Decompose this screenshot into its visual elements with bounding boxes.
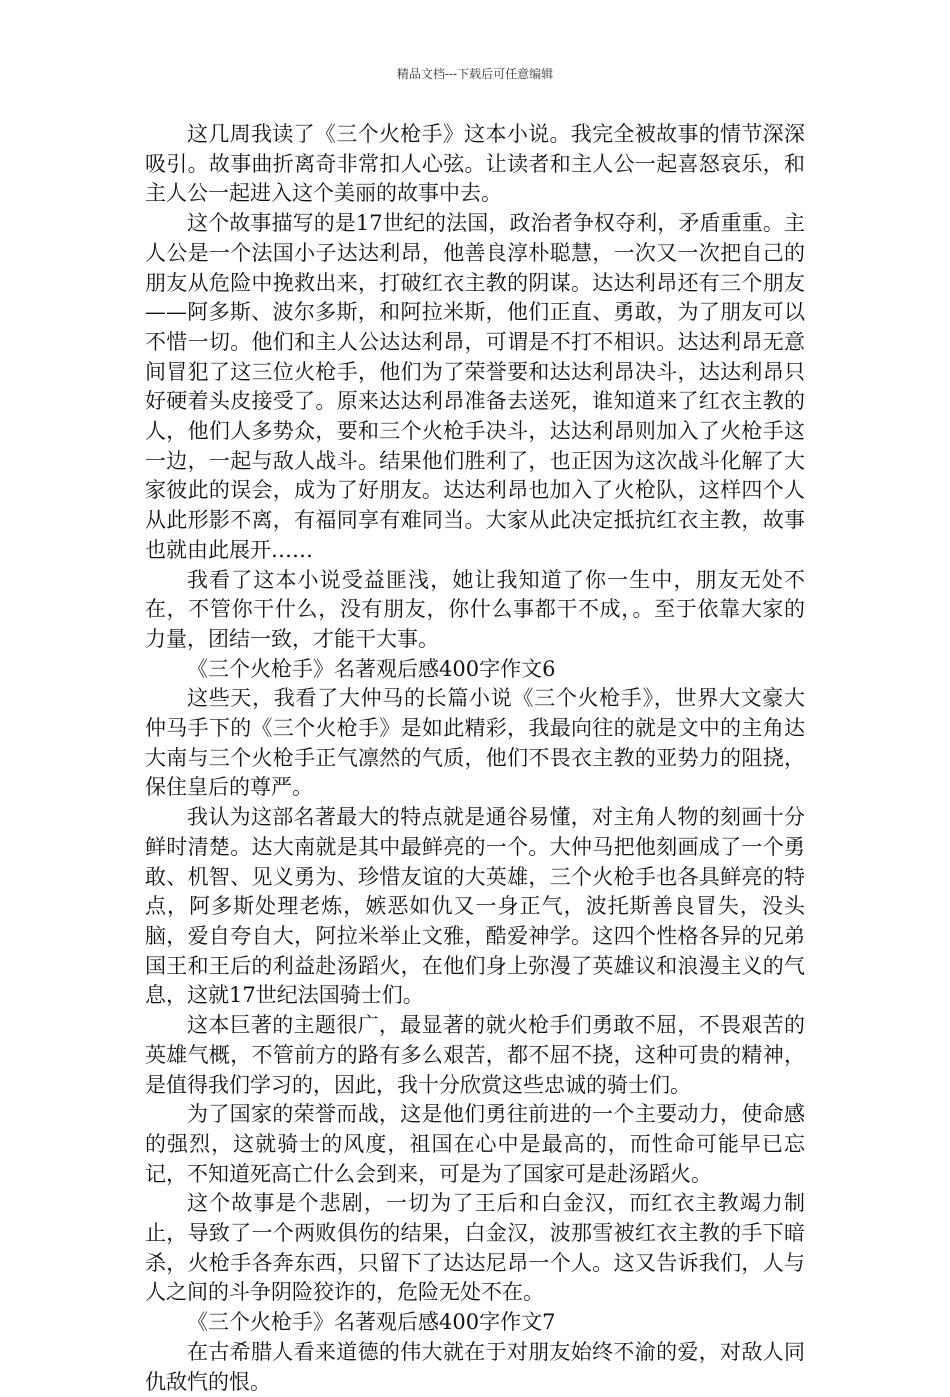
paragraph: 这本巨著的主题很广，最显著的就火枪手们勇敢不屈，不畏艰苦的英雄气概，不管前方的路有多么艰苦，都不屈不挠，这种可贵的精神，是值得我们学习的，因此，我十分欣赏这些忠诚的骑士们。 <box>145 1013 805 1097</box>
paragraph: 这几周我读了《三个火枪手》这本小说。我完全被故事的情节深深吸引。故事曲折离奇非常扣人心弦。让读者和主人公一起喜怒哀乐，和主人公一起进入这个美丽的故事中去。 <box>145 122 805 206</box>
paragraph: 这个故事描写的是17世纪的法国，政治者争权夺利，矛盾重重。主人公是一个法国小子达达利昂，他善良淳朴聪慧，一次又一次把自己的朋友从危险中挽救出来，打破红衣主教的阴谋。达达利昂还有三个朋友——阿多斯、波尔多斯，和阿拉米斯，他们正直、勇敢，为了朋友可以不惜一切。他们和主人公达达利昂，可谓是不打不相识。达达利昂无意间冒犯了这三位火枪手，他们为了荣誉要和达达利昂决斗，达达利昂只好硬着头皮接受了。原来达达利昂准备去送死，谁知道来了红衣主教的人，他们人多势众，要和三个火枪手决斗，达达利昂则加入了火枪手这一边，一起与敌人战斗。结果他们胜利了，也正因为这次战斗化解了大家彼此的误会，成为了好朋友。达达利昂也加入了火枪队，这样四个人从此形影不离，有福同享有难同当。大家从此决定抵抗红衣主教，故事也就由此展开…… <box>145 211 805 562</box>
paragraph: 我看了这本小说受益匪浅，她让我知道了你一生中，朋友无处不在，不管你干什么，没有朋友，你什么事都干不成，。至于依靠大家的力量，团结一致，才能干大事。 <box>145 567 805 651</box>
page-header: 精品文档---下载后可任意编辑 <box>396 67 554 81</box>
paragraph: 这些天，我看了大仲马的长篇小说《三个火枪手》，世界大文豪大仲马手下的《三个火枪手》是如此精彩，我最向往的就是文中的主角达大南与三个火枪手正气凛然的气质，他们不畏衣主教的亚势力的阻挠，保住皇后的尊严。 <box>145 686 805 800</box>
section-heading: 《三个火枪手》名著观后感400字作文6 <box>187 656 556 681</box>
paragraph: 为了国家的荣誉而战，这是他们勇往前进的一个主要动力，使命感的强烈，这就骑士的风度，祖国在心中是最高的，而性命可能早已忘记，不知道死高亡什么会到来，可是为了国家可是赴汤蹈火。 <box>145 1102 805 1186</box>
paragraph: 这个故事是个悲剧，一切为了王后和白金汉，而红衣主教竭力制止，导致了一个两败俱伤的结果，白金汉，波那雪被红衣主教的手下暗杀，火枪手各奔东西，只留下了达达尼昂一个人。这又告诉我们，人与人之间的斗争阴险狡诈的，危险无处不在。 <box>145 1191 805 1305</box>
section-heading: 《三个火枪手》名著观后感400字作文7 <box>187 1310 556 1335</box>
document-body <box>145 120 805 1397</box>
paragraph: 我认为这部名著最大的特点就是通谷易懂，对主角人物的刻画十分鲜时清楚。达大南就是其中最鲜亮的一个。大仲马把他刻画成了一个勇敢、机智、见义勇为、珍惜友谊的大英雄，三个火枪手也各具鲜亮的特点，阿多斯处理老炼，嫉恶如仇又一身正气，波托斯善良冒失，没头脑，爱自夸自大，阿拉米举止文雅，酷爱神学。这四个性格各异的兄弟国王和王后的利益赴汤蹈火，在他们身上弥漫了英雄议和浪漫主义的气息，这就17世纪法国骑士们。 <box>145 805 805 1008</box>
paragraph: 在古希腊人看来道德的伟大就在于对朋友始终不渝的爱，对敌人同仇敌忾的恨。 <box>145 1339 805 1394</box>
